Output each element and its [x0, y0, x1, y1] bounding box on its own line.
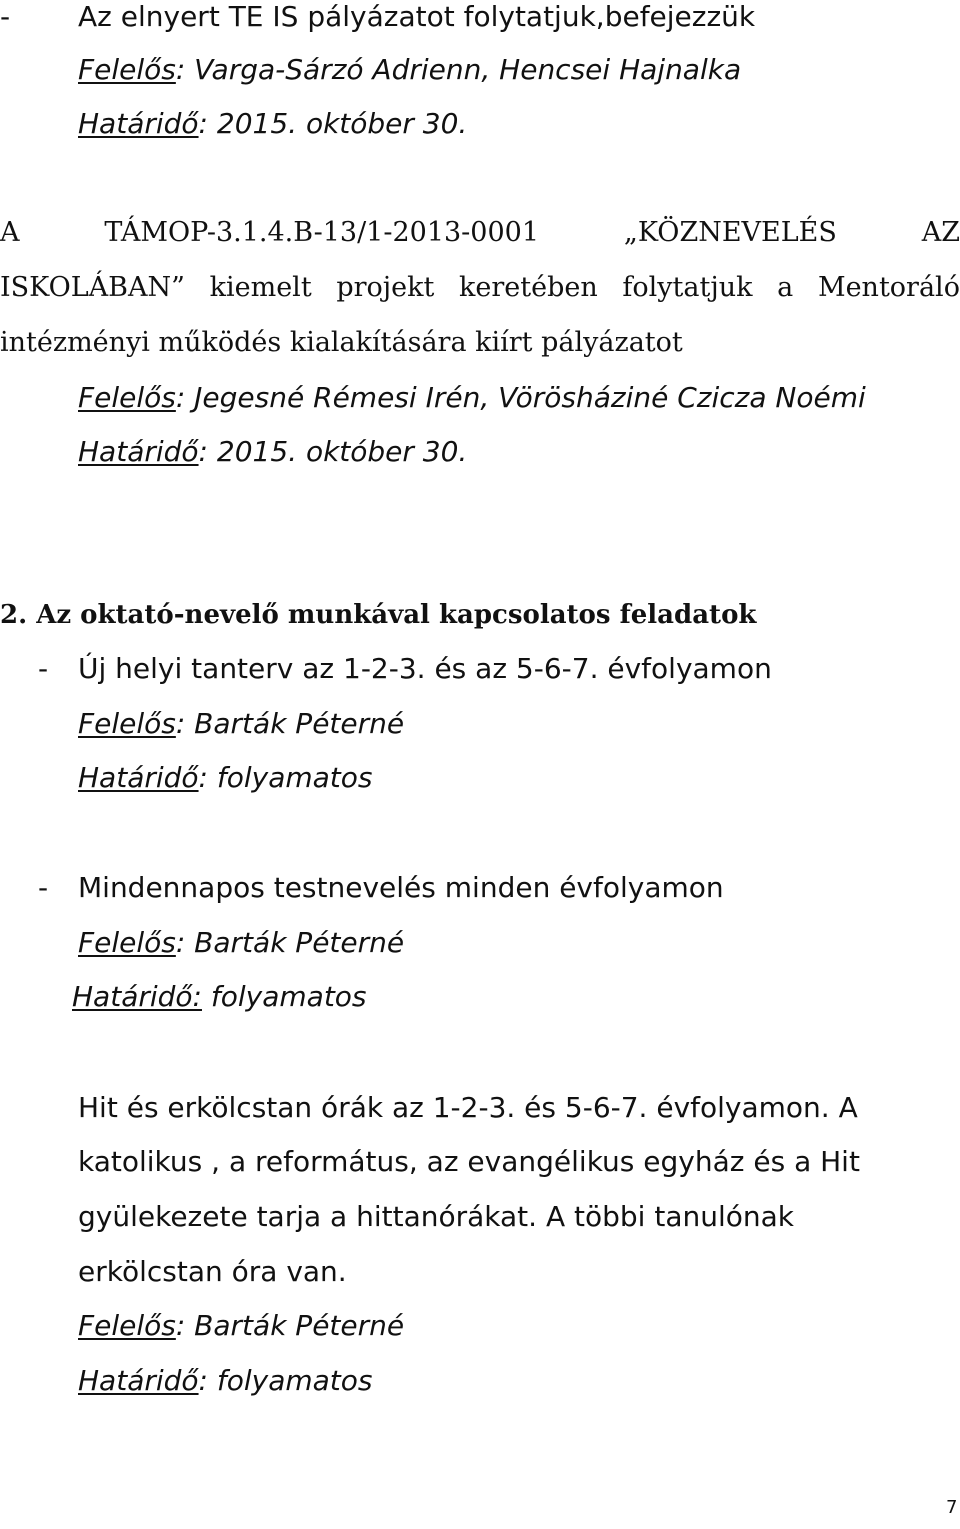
word: keretében — [459, 272, 598, 303]
deadline-value: : folyamatos — [198, 1364, 373, 1397]
page-number: 7 — [946, 1497, 958, 1518]
responsible-label: Felelős — [78, 1309, 176, 1342]
word: AZ — [921, 217, 960, 248]
section-heading: 2. Az oktató-nevelő munkával kapcsolatos feladatok — [0, 600, 757, 630]
item4-line-3: gyülekezete tarja a hittanórákat. A többi tanulónak — [78, 1200, 795, 1233]
item4-line-2: katolikus , a református, az evangélikus egyház és a Hit — [78, 1145, 860, 1178]
deadline-value: folyamatos — [201, 980, 367, 1013]
bullet: - — [38, 871, 49, 904]
deadline-value: : 2015. október 30. — [198, 107, 468, 140]
item2-text: Új helyi tanterv az 1-2-3. és az 5-6-7. évfolyamon — [78, 652, 772, 685]
tamop-responsible — [78, 381, 866, 415]
tamop-line-3: intézményi működés kialakítására kiírt pályázatot — [0, 327, 683, 358]
item3-responsible — [78, 926, 404, 960]
word: a — [777, 272, 794, 303]
item1-text: Az elnyert TE IS pályázatot folytatjuk,befejezzük — [78, 0, 756, 33]
item3-text: Mindennapos testnevelés minden évfolyamon — [78, 871, 724, 904]
responsible-label: Felelős — [78, 707, 176, 740]
word: Mentoráló — [817, 272, 960, 303]
deadline-label: Határidő — [78, 1364, 199, 1397]
word: „KÖZNEVELÉS — [623, 217, 837, 248]
bullet: - — [38, 652, 49, 685]
item1-responsible — [78, 53, 741, 87]
item4-line-4: erkölcstan óra van. — [78, 1255, 347, 1288]
responsible-value: : Varga-Sárzó Adrienn, Hencsei Hajnalka — [175, 53, 742, 86]
item1-deadline — [78, 107, 467, 141]
tamop-line-2 — [0, 271, 960, 305]
responsible-value: : Jegesné Rémesi Irén, Vörösháziné Czicza Noémi — [175, 381, 866, 414]
responsible-value: : Barták Péterné — [175, 1309, 405, 1342]
tamop-deadline — [78, 435, 467, 469]
word: A — [0, 217, 20, 248]
tamop-line-1 — [0, 216, 960, 250]
item4-responsible — [78, 1309, 404, 1343]
word: projekt — [336, 272, 435, 303]
deadline-label: Határidő: — [72, 980, 202, 1013]
responsible-label: Felelős — [78, 381, 176, 414]
word: ISKOLÁBAN” — [0, 272, 185, 303]
item2-responsible — [78, 707, 404, 741]
item4-line-1: Hit és erkölcstan órák az 1-2-3. és 5-6-7. évfolyamon. A — [78, 1091, 858, 1124]
deadline-label: Határidő — [78, 107, 199, 140]
deadline-value: : 2015. október 30. — [198, 435, 468, 468]
responsible-value: : Barták Péterné — [175, 707, 405, 740]
item4-deadline — [78, 1364, 373, 1398]
responsible-label: Felelős — [78, 53, 176, 86]
item2-deadline — [78, 761, 373, 795]
deadline-label: Határidő — [78, 435, 199, 468]
bullet: - — [0, 0, 11, 33]
item3-deadline — [72, 980, 367, 1014]
responsible-label: Felelős — [78, 926, 176, 959]
deadline-value: : folyamatos — [198, 761, 373, 794]
word: TÁMOP-3.1.4.B-13/1-2013-0001 — [104, 217, 540, 248]
deadline-label: Határidő — [78, 761, 199, 794]
item1-line — [0, 0, 756, 34]
responsible-value: : Barták Péterné — [175, 926, 405, 959]
word: folytatjuk — [622, 272, 753, 303]
word: kiemelt — [209, 272, 312, 303]
